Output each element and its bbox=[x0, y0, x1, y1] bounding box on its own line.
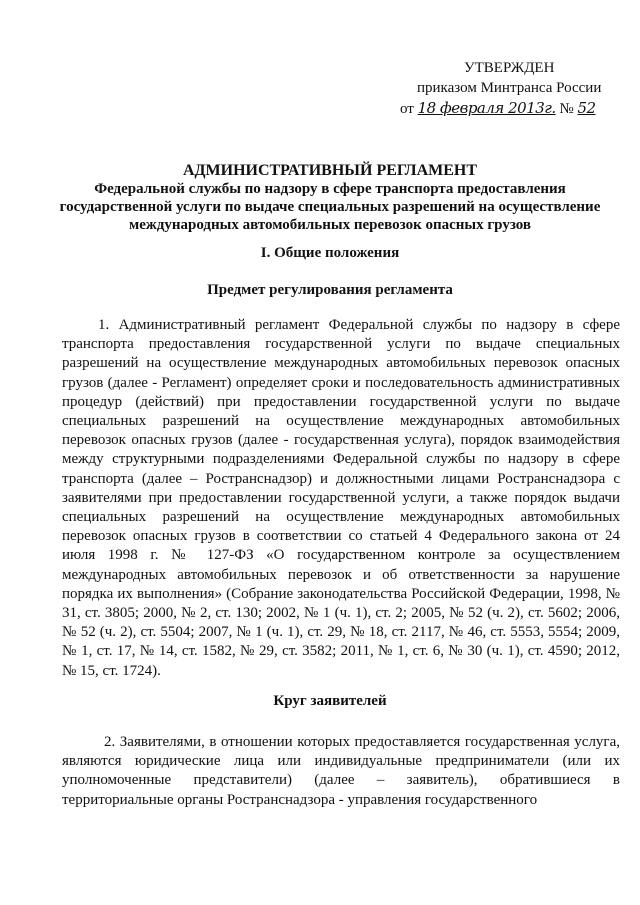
document-title: АДМИНИСТРАТИВНЫЙ РЕГЛАМЕНТ bbox=[182, 162, 478, 179]
approval-order-line: приказом Минтранса России bbox=[417, 80, 602, 96]
approval-stamp bbox=[400, 58, 615, 119]
document-title-block bbox=[40, 161, 620, 234]
approval-title: УТВЕРЖДЕН bbox=[464, 60, 555, 76]
document-subtitle-line-3: международных автомобильных перевозок опасных грузов bbox=[129, 217, 531, 233]
paragraph-2: 2. Заявителями, в отношении которых предоставляется государственная услуга, являются юридические лица или индивидуальные предприниматели (или их уполномоченные представители) (далее – заявитель), обратившиеся в территориальные органы Ространснадзора - управления государственного bbox=[62, 734, 620, 808]
section-heading: I. Общие положения bbox=[260, 245, 400, 261]
document-subtitle-line-2: государственной услуги по выдаче специальных разрешений на осуществление bbox=[59, 199, 601, 215]
number-prefix: № bbox=[559, 101, 574, 117]
handwritten-date: 18 февраля 2013г. bbox=[417, 99, 556, 117]
handwritten-number: 52 bbox=[577, 99, 596, 117]
date-prefix: от bbox=[400, 101, 414, 117]
paragraph-1: 1. Административный регламент Федеральной службы по надзору в сфере транспорта предоставления государственной услуги по выдаче специальных разрешений на осуществление международных автомобильных перевозок опасных грузов (далее - Регламент) определяет сроки и последовательность административных процедур (действий) при предоставлении государственной услуги по выдаче специальных разрешений на осуществление международных автомобильных перевозок опасных грузов (далее - государственная услуга), порядок взаимодействия между структурными подразделениями Федеральной службы по надзору в сфере транспорта (далее – Ространснадзор) и должностными лицами Ространснадзора с заявителями при предоставлении государственной услуги, а также порядок выдачи специальных разрешений на осуществление международных автомобильных перевозок опасных грузов в соответствии со статьей 4 Федерального закона от 24 июля 1998 г. № 127-ФЗ «О государственном контроле за осуществлением международных автомобильных перевозок и об ответственности за нарушение порядка их выполнения» (Собрание законодательства Российской Федерации, 1998, № 31, ст. 3805; 2000, № 2, ст. 130; 2002, № 1 (ч. 1), ст. 2; 2005, № 52 (ч. 2), ст. 5602; 2006, № 52 (ч. 2), ст. 5504; 2007, № 1 (ч. 1), ст. 29, № 18, ст. 2117, № 46, ст. 5553, 5554; 2009, № 1, ст. 17, № 14, ст. 1582, № 29, ст. 3582; 2011, № 1, ст. 6, № 30 (ч. 1), ст. 4590; 2012, № 15, ст. 1724). bbox=[62, 317, 620, 679]
subsection-heading-applicants: Круг заявителей bbox=[273, 693, 387, 709]
subsection-heading-subject: Предмет регулирования регламента bbox=[207, 282, 453, 298]
approval-date-line bbox=[400, 98, 615, 119]
document-subtitle-line-1: Федеральной службы по надзору в сфере транспорта предоставления bbox=[94, 181, 566, 197]
